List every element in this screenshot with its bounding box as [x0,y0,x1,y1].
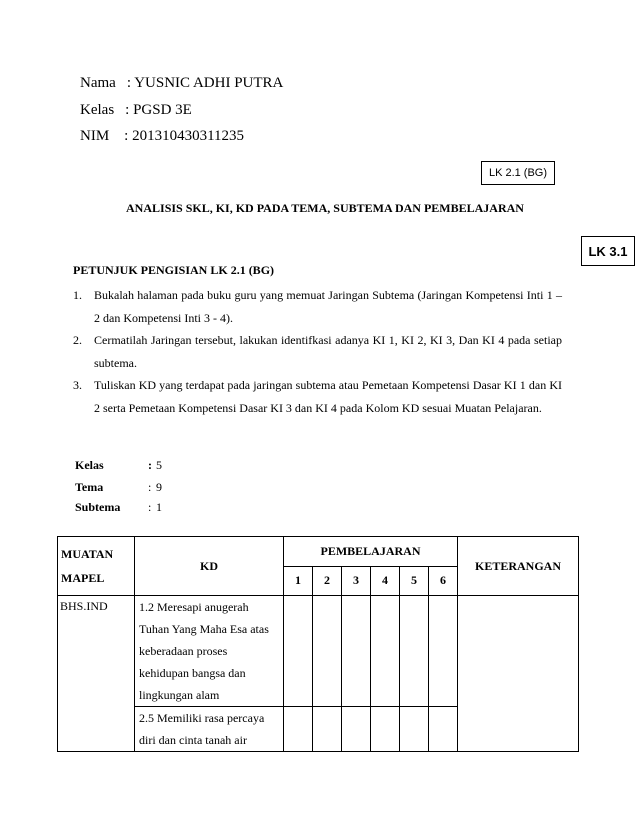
header-pembelajaran-number: 5 [400,566,429,596]
cell-kd: 1.2 Meresapi anugerah Tuhan Yang Maha Esa atas keberadaan proses kehidupan bangsa dan lingkungan alam [135,596,284,707]
header-pembelajaran-number: 2 [313,566,342,596]
instruction-text: Bukalah halaman pada buku guru yang memuat Jaringan Subtema (Jaringan Kompetensi Inti 1 – 2 dan Kompetensi Inti 3 - 4). [94,288,562,325]
cell-pembelajaran [429,596,458,707]
cell-pembelajaran [429,707,458,752]
cell-pembelajaran [313,596,342,707]
cell-pembelajaran [313,707,342,752]
meta-kelas-colon: : [148,458,152,472]
class-line [80,102,192,119]
instruction-number: 3. [73,378,82,392]
meta-subtema-colon: : [148,500,152,514]
instruction-text: Tuliskan KD yang terdapat pada jaringan subtema atau Pemetaan Kompetensi Dasar KI 1 dan KI 2 serta Pemetaan Kompetensi Dasar KI 3 dan KI 4 pada Kolom KD sesuai Muatan Pelajaran. [94,378,562,415]
header-pembelajaran-number: 3 [342,566,371,596]
name-line [80,75,283,92]
cell-pembelajaran [371,707,400,752]
header-muatan-mapel: MUATAN MAPEL [58,537,135,596]
instruction-item [73,374,562,419]
meta-kelas-label: Kelas [75,458,104,472]
instruction-item [73,329,562,374]
cell-kd: 2.5 Memiliki rasa percaya diri dan cinta tanah air [135,707,284,752]
class-label: Kelas [80,102,115,118]
cell-pembelajaran [400,596,429,707]
header-keterangan: KETERANGAN [458,537,579,596]
instruction-item [73,284,562,329]
nim-label: NIM [80,128,110,144]
meta-tema-colon: : [148,480,152,494]
cell-pembelajaran [342,707,371,752]
cell-pembelajaran [371,596,400,707]
header-kd: KD [135,537,284,596]
cell-keterangan [458,596,579,752]
instruction-number: 1. [73,288,82,302]
meta-subtema-label: Subtema [75,500,121,514]
cell-pembelajaran [400,707,429,752]
header-pembelajaran: PEMBELAJARAN [284,537,458,567]
table-header-row [58,537,579,567]
nim-line [80,128,244,145]
cell-pembelajaran [284,707,313,752]
name-value: : YUSNIC ADHI PUTRA [126,75,284,91]
instructions-list [73,284,562,419]
document-title: ANALISIS SKL, KI, KD PADA TEMA, SUBTEMA DAN PEMBELAJARAN [126,201,524,215]
meta-tema-value: 9 [156,480,162,494]
cell-pembelajaran [342,596,371,707]
cell-muatan: BHS.IND [58,596,135,752]
table-row [58,596,579,707]
meta-tema-label: Tema [75,480,104,494]
name-label: Nama [80,75,116,91]
meta-kelas-value: 5 [156,458,162,472]
instructions-heading: PETUNJUK PENGISIAN LK 2.1 (BG) [73,263,275,277]
meta-subtema-value: 1 [156,500,162,514]
cell-pembelajaran [284,596,313,707]
kd-table [57,536,579,752]
header-pembelajaran-number: 4 [371,566,400,596]
instruction-number: 2. [73,333,82,347]
instruction-text: Cermatilah Jaringan tersebut, lakukan identifkasi adanya KI 1, KI 2, KI 3, Dan KI 4 pada setiap subtema. [94,333,562,370]
header-pembelajaran-number: 6 [429,566,458,596]
lk21-label: LK 2.1 (BG) [481,161,555,185]
lk31-label: LK 3.1 [581,236,635,266]
nim-value: : 201310430311235 [124,128,245,144]
header-pembelajaran-number: 1 [284,566,313,596]
class-value: : PGSD 3E [125,102,192,118]
